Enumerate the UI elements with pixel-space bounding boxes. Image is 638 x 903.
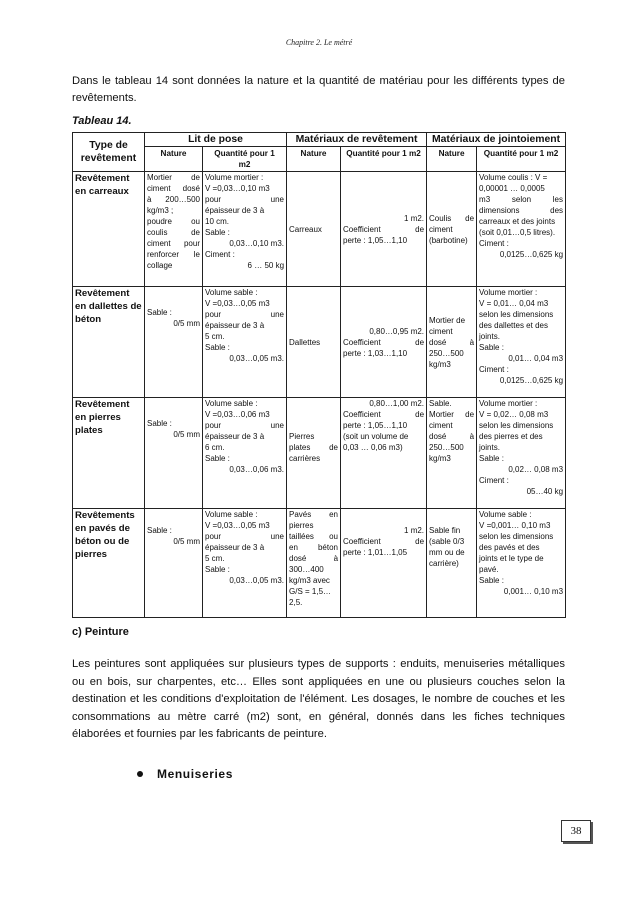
subheader-quantite: Quantité pour 1 m2 (477, 147, 566, 172)
joint-nature: Coulis de ciment (barbotine) (427, 172, 477, 287)
table-row (73, 398, 566, 509)
header-lit-de-pose: Lit de pose (145, 133, 287, 147)
joint-nature: Sable fin (sable 0/3 mm ou de carrière) (427, 509, 477, 618)
lit-quantite: Volume mortier : V =0,03…0,10 m3 pour une épaisseur de 3 à 10 cm. Sable : 0,03…0,10 m3. Ciment : 6 … 50 kg (203, 172, 287, 287)
header-type-revetement: Type de revêtement (73, 133, 145, 172)
lit-quantite: Volume sable : V =0,03…0,06 m3 pour une épaisseur de 3 à 6 cm. Sable : 0,03…0,06 m3. (203, 398, 287, 509)
row-type: Revêtement en dallettes de béton (73, 287, 145, 398)
lit-quantite: Volume sable : V =0,03…0,05 m3 pour une épaisseur de 3 à 5 cm. Sable : 0,03…0,05 m3. (203, 509, 287, 618)
joint-quantite: Volume mortier : V = 0,01… 0,04 m3 selon les dimensions des dallettes et des joints. Sable : 0,01… 0,04 m3 Ciment : 0,0125…0,625 kg (477, 287, 566, 398)
bullet-dot-icon (137, 771, 143, 777)
rev-nature: Dallettes (287, 287, 341, 398)
lit-nature: Sable : 0/5 mm (145, 287, 203, 398)
bullet-menuiseries (137, 767, 233, 781)
rev-quantite: 0,80…1,00 m2. Coefficient de perte : 1,05…1,10 (soit un volume de 0,03 … 0,06 m3) (341, 398, 427, 509)
rev-nature: Pavés en pierres taillées ou en béton dosé à 300…400 kg/m3 avec G/S = 1,5… 2,5. (287, 509, 341, 618)
peinture-paragraph: Les peintures sont appliquées sur plusieurs types de supports : enduits, menuiseries métalliques ou en bois, sur charpentes, etc… Elles sont appliquées en une ou plusieurs couches selon la destination et les conditions d'exploitation de l'élément. Les dosages, le nombre de couches et les consommations au mètre carré (m2) sont, en général, donnés dans les fiches techniques élaborées et fournies par les fabricants de peinture. (72, 658, 565, 740)
rev-nature: Pierres plates de carrières (287, 398, 341, 509)
bullet-text: Menuiseries (157, 767, 233, 781)
header-materiaux-jointoiement: Matériaux de jointoiement (427, 133, 566, 147)
table-row (73, 509, 566, 618)
table-label: Tableau 14. (72, 115, 132, 127)
running-header: Chapitre 2. Le métré (285, 38, 353, 47)
joint-quantite: Volume mortier : V = 0,02… 0,08 m3 selon les dimensions des pierres et des joints. Sable : 0,02… 0,08 m3 Ciment : 05…40 kg (477, 398, 566, 509)
row-type: Revêtement en pierres plates (73, 398, 145, 509)
row-type: Revêtement en carreaux (73, 172, 145, 287)
rev-quantite: 1 m2. Coefficient de perte : 1,05…1,10 (341, 172, 427, 287)
joint-nature: Sable. Mortier de ciment dosé à 250…500 kg/m3 (427, 398, 477, 509)
table-row (73, 172, 566, 287)
lit-quantite: Volume sable : V =0,03…0,05 m3 pour une épaisseur de 3 à 5 cm. Sable : 0,03…0,05 m3. (203, 287, 287, 398)
row-type: Revêtements en pavés de béton ou de pierres (73, 509, 145, 618)
materials-table (72, 132, 566, 618)
joint-nature: Mortier de ciment dosé à 250…500 kg/m3 (427, 287, 477, 398)
lit-nature: Mortier de ciment dosé à 200…500 kg/m3 ; poudre ou coulis de ciment pour renforcer le collage (145, 172, 203, 287)
header-materiaux-revetement: Matériaux de revêtement (287, 133, 427, 147)
subheader-nature: Nature (287, 147, 341, 172)
section-title: c) Peinture (72, 626, 129, 638)
subheader-nature: Nature (145, 147, 203, 172)
rev-quantite: 1 m2. Coefficient de perte : 1,01…1,05 (341, 509, 427, 618)
lit-nature: Sable : 0/5 mm (145, 509, 203, 618)
rev-nature: Carreaux (287, 172, 341, 287)
subheader-quantite: Quantité pour 1 m2 (203, 147, 287, 172)
subheader-quantite: Quantité pour 1 m2 (341, 147, 427, 172)
joint-quantite: Volume sable : V =0,001… 0,10 m3 selon les dimensions des pavés et des joints et le type de pavé. Sable : 0,001… 0,10 m3 (477, 509, 566, 618)
subheader-nature: Nature (427, 147, 477, 172)
table-row (73, 287, 566, 398)
lit-nature: Sable : 0/5 mm (145, 398, 203, 509)
page-number: 38 (561, 820, 591, 842)
rev-quantite: 0,80…0,95 m2. Coefficient de perte : 1,03…1,10 (341, 287, 427, 398)
intro-paragraph: Dans le tableau 14 sont données la nature et la quantité de matériau pour les différents types de revêtements. (72, 75, 565, 104)
joint-quantite: Volume coulis : V = 0,00001 … 0,0005 m3 selon les dimensions des carreaux et des joints (soit 0,01…0,5 litres). Ciment : 0,0125…0,625 kg (477, 172, 566, 287)
